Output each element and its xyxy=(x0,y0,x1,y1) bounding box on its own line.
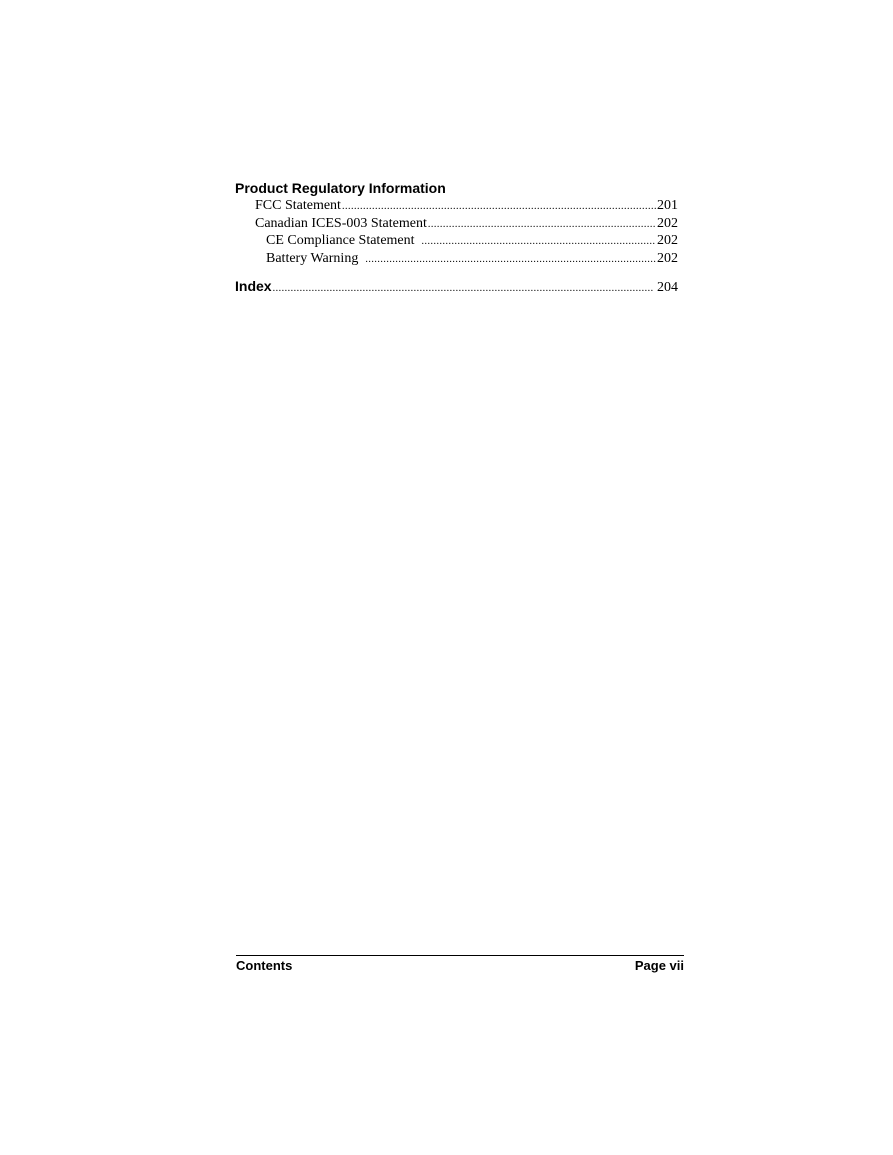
toc-entry-label: Index xyxy=(235,278,272,294)
footer-page-number: Page vii xyxy=(634,958,684,973)
footer-section-title: Contents xyxy=(236,958,293,973)
toc-entry-page: 202 xyxy=(657,215,678,231)
toc-entry-ce-compliance-statement[interactable] xyxy=(235,232,678,250)
toc-entry-canadian-ices-003-statement[interactable] xyxy=(235,215,678,233)
toc-entry-label: Canadian ICES-003 Statement xyxy=(255,215,427,231)
toc-entry-page: 202 xyxy=(657,250,678,266)
toc-entry-label: FCC Statement xyxy=(255,198,341,213)
toc-entry-fcc-statement[interactable] xyxy=(235,197,678,215)
toc-entry-battery-warning[interactable] xyxy=(235,250,678,268)
dot-leader xyxy=(342,198,656,216)
toc-entry-label: CE Compliance Statement xyxy=(266,233,415,248)
page-footer xyxy=(236,958,684,974)
footer-divider xyxy=(236,955,684,956)
toc-entry-page: 201 xyxy=(657,198,678,213)
dot-leader xyxy=(428,216,656,234)
toc-entry-index[interactable] xyxy=(235,277,678,295)
dot-leader xyxy=(273,280,654,298)
toc-entry-label: Battery Warning xyxy=(266,250,359,266)
dot-leader xyxy=(365,251,656,269)
table-of-contents xyxy=(235,179,678,295)
toc-entry-page: 202 xyxy=(657,233,678,248)
toc-entry-page: 204 xyxy=(657,280,678,295)
dot-leader xyxy=(422,233,656,251)
section-heading: Product Regulatory Information xyxy=(235,180,446,196)
